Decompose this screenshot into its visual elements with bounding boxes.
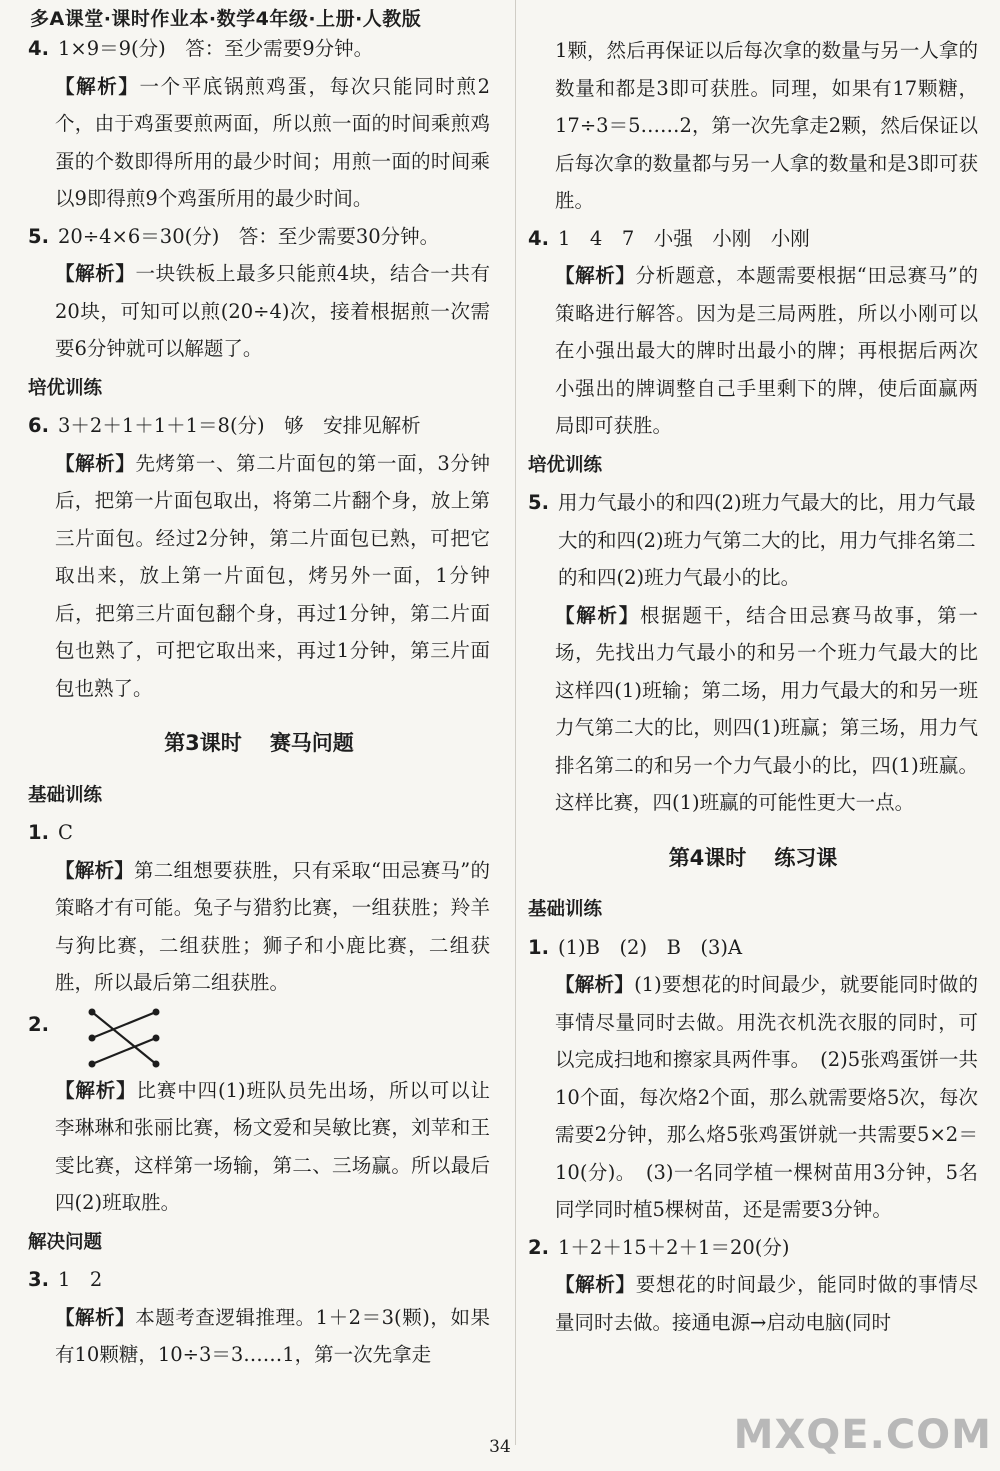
analysis-text: 分析题意，本题需要根据“田忌赛马”的策略进行解答。因为是三局两胜，所以小刚可以在小强出最大的牌时出最小的牌；再根据后两次小强出的牌调整自己手里剩下的牌，使后面赢两局即可获胜。 <box>555 264 978 437</box>
question-number: 3. <box>28 1268 49 1291</box>
analysis-text: 根据题干，结合田忌赛马故事，第一场，先找出力气最小的和另一个班力气最大的比这样四(1)班输；第二场，用力气最大的和另一班力气第二大的比，则四(1)班赢；第三场，用力气排名第二的和另一个力气最小的比，四(1)班赢。这样比赛，四(1)班赢的可能性更大一点。 <box>555 603 978 814</box>
analysis-text: 本题考查逻辑推理。1＋2＝3(颗)，如果有10颗糖，10÷3＝3……1，第一次先拿走 <box>55 1305 490 1366</box>
section-heading: 培优训练 <box>528 454 603 476</box>
answer-4 <box>28 30 490 68</box>
analysis-tag: 【解析】 <box>55 262 136 285</box>
dot <box>153 1034 160 1041</box>
analysis-tag: 【解析】 <box>55 74 140 98</box>
dot <box>153 1060 160 1067</box>
answer-5 <box>28 218 490 256</box>
answer-2 <box>28 1006 490 1070</box>
answer-2 <box>528 1229 978 1267</box>
question-number: 1. <box>28 821 49 844</box>
analysis-1 <box>28 852 490 1002</box>
lesson-name: 练习课 <box>774 845 838 870</box>
lesson-title <box>28 725 490 763</box>
analysis-tag: 【解析】 <box>55 1305 136 1329</box>
dot <box>89 1008 96 1015</box>
answer-text: 1×9＝9(分) 答：至少需要9分钟。 <box>58 37 374 60</box>
connect-line-3 <box>92 1012 156 1038</box>
analysis-3 <box>28 1299 490 1374</box>
answer-4 <box>528 220 978 258</box>
question-number: 5. <box>528 491 549 514</box>
answer-text: 1 2 <box>58 1268 103 1291</box>
right-column <box>528 32 978 1341</box>
analysis-3-continued: 1颗，然后再保证以后每次拿的数量与另一人拿的数量和都是3即可获胜。同理，如果有17颗糖，17÷3＝5……2，第一次先拿走2颗，然后保证以后每次拿的数量都与另一人拿的数量和是3即可获胜。 <box>555 39 978 212</box>
analysis-5 <box>528 597 978 822</box>
matching-diagram <box>86 1006 166 1070</box>
analysis-text: 一个平底锅煎鸡蛋，每次只能同时煎2个，由于鸡蛋要煎两面，所以煎一面的时间乘煎鸡蛋的个数即得所用的最少时间；用煎一面的时间乘以9即得煎9个鸡蛋所用的最少时间。 <box>55 74 490 210</box>
analysis-text: 先烤第一、第二片面包的第一面，3分钟后，把第一片面包取出，将第二片翻个身，放上第三片面包。经过2分钟，第二片面包已熟，可把它取出来，放上第一片面包，烤另外一面，1分钟后，把第三片面包翻个身，再过1分钟，第二片面包也熟了，可把它取出来，再过1分钟，第三片面包也熟了。 <box>55 451 490 700</box>
lesson-number: 第3课时 <box>164 731 242 755</box>
answer-text: 3＋2＋1＋1＋1＝8(分) 够 安排见解析 <box>58 414 421 437</box>
answer-3 <box>28 1261 490 1299</box>
section-heading: 基础训练 <box>528 899 603 920</box>
analysis-2 <box>28 1072 490 1222</box>
section-heading: 培优训练 <box>28 377 103 399</box>
lesson-title <box>528 840 978 878</box>
connect-line-2 <box>92 1038 156 1064</box>
question-number: 6. <box>28 414 49 437</box>
analysis-tag: 【解析】 <box>555 603 640 627</box>
answer-text: 1＋2＋15＋2＋1＝20(分) <box>558 1235 790 1259</box>
analysis-6 <box>28 445 490 708</box>
analysis-tag: 【解析】 <box>555 973 635 996</box>
answer-text: C <box>58 821 73 844</box>
lesson-name: 赛马问题 <box>269 731 354 755</box>
analysis-text: (1)要想花的时间最少，就要能同时做的事情尽量同时去做。用洗衣机洗衣服的同时，可以完成扫地和擦家具两件事。 (2)5张鸡蛋饼一共10个面，每次烙2个面，那么就需要烙5次，每次需要2分钟，那么烙5张鸡蛋饼就一共需要5×2＝10(分)。 (3)一名同学植一棵树苗用3分钟，5名同学同时植5棵树苗，还是需要3分钟。 <box>555 973 978 1221</box>
answer-text: 20÷4×6＝30(分) 答：至少需要30分钟。 <box>58 224 440 248</box>
dot <box>153 1008 160 1015</box>
analysis-tag: 【解析】 <box>55 451 136 475</box>
analysis-tag: 【解析】 <box>55 858 135 882</box>
answer-text: 用力气最小的和四(2)班力气最大的比，用力气最大的和四(2)班力气第二大的比，用力气排名第二的和四(2)班力气最小的比。 <box>558 491 976 589</box>
answer-1 <box>528 929 978 967</box>
answer-text: 1 4 7 小强 小刚 小刚 <box>558 226 810 250</box>
analysis-tag: 【解析】 <box>55 1078 137 1102</box>
analysis-text: 要想花的时间最少，能同时做的事情尽量同时去做。接通电源→启动电脑(同时 <box>555 1273 978 1334</box>
section-heading: 基础训练 <box>28 784 103 806</box>
section-heading: 解决问题 <box>28 1231 103 1253</box>
column-divider <box>515 0 516 1445</box>
analysis-tag: 【解析】 <box>555 1273 636 1296</box>
analysis-text: 比赛中四(1)班队员先出场，所以可以让李琳琳和张丽比赛，杨文爱和吴敏比赛，刘苹和王雯比赛，这样第一场输，第二、三场赢。所以最后四(2)班取胜。 <box>55 1078 490 1214</box>
analysis-1 <box>528 966 978 1229</box>
question-number: 4. <box>28 37 49 60</box>
question-number: 4. <box>528 226 549 250</box>
connect-line-1 <box>92 1012 156 1064</box>
analysis-2 <box>528 1266 978 1341</box>
running-header: 多A课堂·课时作业本·数学4年级·上册·人教版 <box>30 8 422 30</box>
analysis-text: 第二组想要获胜，只有采取“田忌赛马”的策略才有可能。兔子与猎豹比赛，一组获胜；羚羊与狗比赛，二组获胜；狮子和小鹿比赛，二组获胜，所以最后第二组获胜。 <box>55 858 490 994</box>
page-number: 34 <box>489 1437 511 1457</box>
question-number: 2. <box>528 1235 549 1259</box>
answer-1 <box>28 814 490 852</box>
answer-6 <box>28 407 490 445</box>
question-number: 5. <box>28 224 49 248</box>
dot <box>89 1060 96 1067</box>
question-number: 1. <box>528 935 549 959</box>
analysis-4 <box>528 257 978 445</box>
analysis-4 <box>28 68 490 218</box>
question-number: 2. <box>28 1012 49 1036</box>
watermark: MXQE.COM <box>733 1412 992 1458</box>
answer-text: (1)B (2) B (3)A <box>558 935 743 959</box>
analysis-5 <box>28 255 490 368</box>
lesson-number: 第4课时 <box>668 845 747 870</box>
analysis-tag: 【解析】 <box>555 264 636 287</box>
answer-5 <box>528 484 978 597</box>
left-column <box>28 30 490 1374</box>
dot <box>89 1034 96 1041</box>
analysis-text: 一块铁板上最多只能煎4块，结合一共有20块，可知可以煎(20÷4)次，接着根据煎一次需要6分钟就可以解题了。 <box>55 262 490 360</box>
